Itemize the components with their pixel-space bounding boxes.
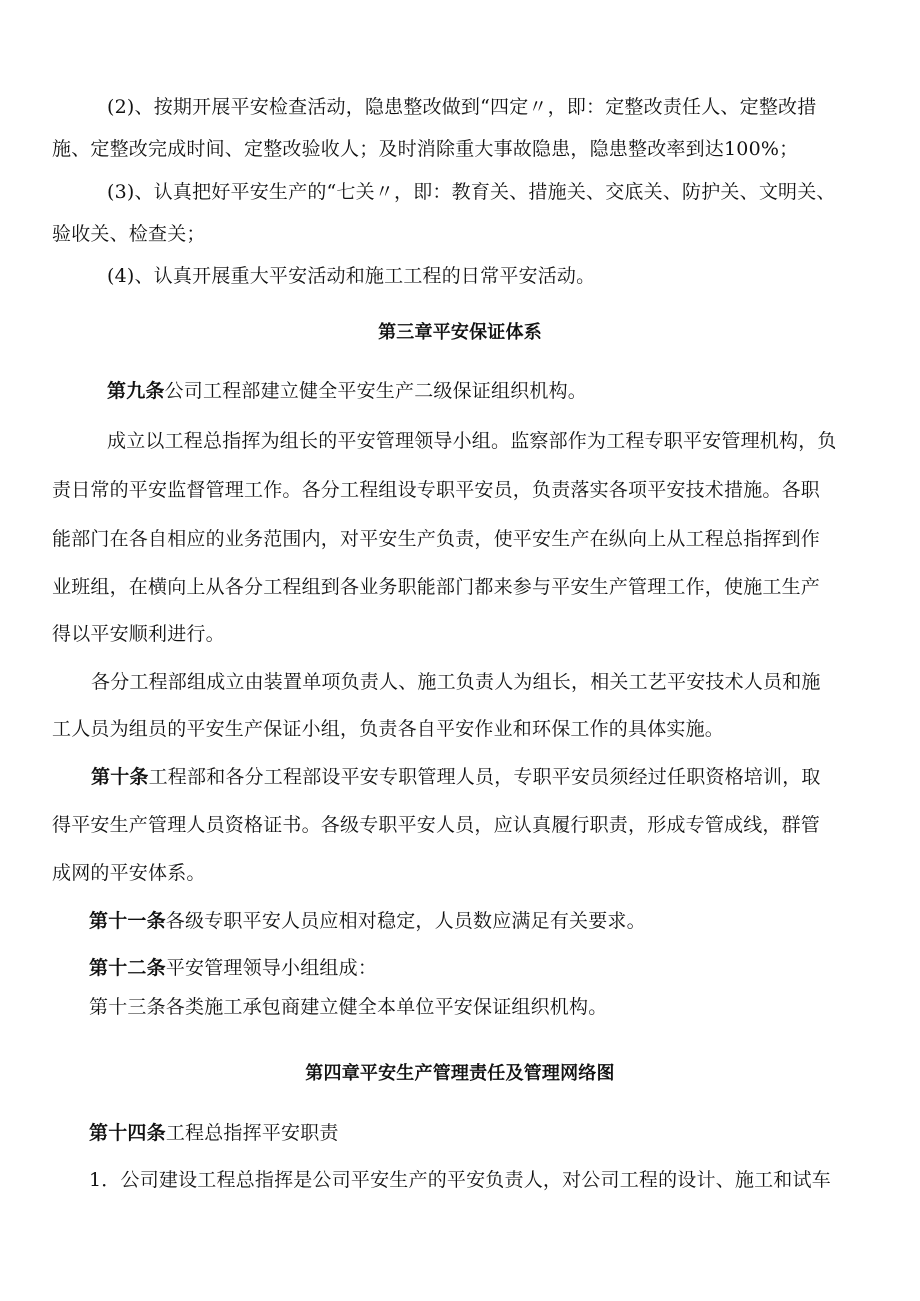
paragraph-1-line-3: 能部门在各自相应的业务范围内，对平安生产负责，使平安生产在纵向上从工程总指挥到作	[52, 528, 821, 550]
article-13: 第十三条各类施工承包商建立健全本单位平安保证组织机构。	[89, 996, 608, 1018]
paragraph-2-line-2: 工人员为组员的平安生产保证小组，负责各自平安作业和环保工作的具体实施。	[52, 718, 725, 740]
article-9-label: 第九条	[107, 380, 165, 402]
chapter-4-title: 第四章平安生产管理责任及管理网络图	[305, 1063, 615, 1084]
article-11	[89, 909, 646, 933]
article-9-text: 公司工程部建立健全平安生产二级保证组织机构。	[164, 380, 588, 402]
article-10-line-1	[91, 765, 821, 789]
list-item-3-line-1: (3)、认真把好平安生产的“七关〃，即：教育关、措施关、交底关、防护关、文明关、	[107, 181, 836, 203]
article-10-line-3: 成网的平安体系。	[52, 862, 206, 884]
article-12	[89, 956, 377, 980]
article-10-text: 工程部和各分工程部设平安专职管理人员，专职平安员须经过任职资格培训，取	[148, 766, 821, 788]
article-10-label: 第十条	[91, 766, 149, 788]
paragraph-1-line-2: 责日常的平安监督管理工作。各分工程组设专职平安员，负责落实各项平安技术措施。各职	[52, 479, 821, 501]
article-10-line-2: 得平安生产管理人员资格证书。各级专职平安人员，应认真履行职责，形成专管成线，群管	[52, 814, 821, 836]
article-12-text: 平安管理领导小组组成：	[165, 957, 378, 979]
paragraph-1-line-1: 成立以工程总指挥为组长的平安管理领导小组。监察部作为工程专职平安管理机构，负	[107, 430, 837, 452]
list-item-2-line-2: 施、定整改完成时间、定整改验收人；及时消除重大事故隐患，隐患整改率到达100%；	[52, 138, 799, 160]
article-14-label: 第十四条	[89, 1122, 166, 1144]
list-item-3-line-2: 验收关、检查关；	[52, 223, 206, 245]
paragraph-2-line-1: 各分工程部组成立由装置单项负责人、施工负责人为组长，相关工艺平安技术人员和施	[91, 671, 821, 693]
article-14	[89, 1121, 339, 1145]
chapter-3-title: 第三章平安保证体系	[378, 322, 542, 343]
article-12-label: 第十二条	[89, 957, 166, 979]
article-14-text: 工程总指挥平安职责	[165, 1122, 339, 1144]
article-11-label: 第十一条	[89, 910, 166, 932]
article-9	[107, 379, 587, 403]
paragraph-1-line-4: 业班组，在横向上从各分工程组到各业务职能部门都来参与平安生产管理工作，使施工生产	[52, 576, 821, 598]
paragraph-1-line-5: 得以平安顺利进行。	[52, 623, 225, 645]
list-item-4: (4)、认真开展重大平安活动和施工工程的日常平安活动。	[107, 265, 596, 287]
article-14-item-1: 1．公司建设工程总指挥是公司平安生产的平安负责人，对公司工程的设计、施工和试车	[89, 1169, 831, 1191]
article-11-text: 各级专职平安人员应相对稳定，人员数应满足有关要求。	[165, 910, 646, 932]
list-item-2-line-1: (2)、按期开展平安检查活动，隐患整改做到“四定〃，即：定整改责任人、定整改措	[107, 96, 817, 118]
